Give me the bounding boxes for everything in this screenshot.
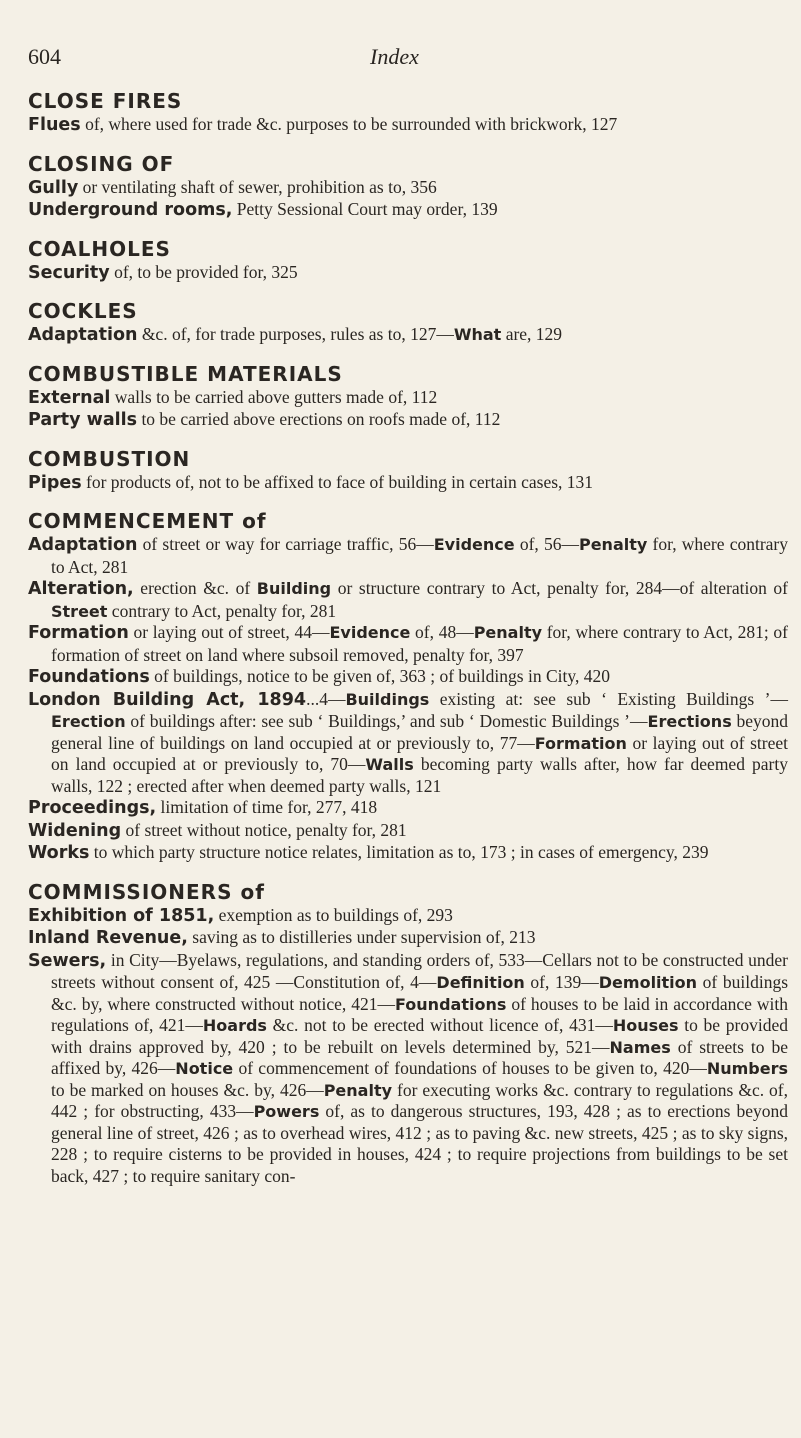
entry-keyword: Security — [28, 262, 110, 283]
entry-subkeyword: Hoards — [202, 1016, 267, 1035]
entry-keyword: Formation — [28, 623, 129, 643]
entry-text: for products of, not to be affixed to face of building in certain cases, 131 — [81, 471, 594, 492]
entry-subkeyword: Building — [256, 579, 332, 598]
entry-text: for executing works &c. contrary to regulations &c. of, 442 ; for obstructing, 433— — [51, 1079, 788, 1121]
entry-text: of streets to be affixed by, 426— — [51, 1036, 788, 1078]
entry-text: to be provided with drains approved by, 420 ; to be rebuilt on levels determined by, 521— — [51, 1015, 788, 1057]
entry-text: beyond general line of buildings on land occupied at or previously to, 77— — [51, 711, 788, 753]
index-entry — [28, 689, 788, 798]
index-section — [28, 446, 788, 495]
entry-subkeyword: Foundations — [395, 994, 507, 1014]
index-entry — [28, 177, 788, 200]
index-entry — [28, 199, 788, 222]
index-heading: COMBUSTIBLE MATERIALS — [28, 361, 343, 386]
index-heading: COCKLES — [28, 299, 138, 323]
index-heading: COMBUSTION — [28, 446, 191, 471]
index-section — [28, 151, 788, 222]
entry-keyword: Gully — [28, 177, 79, 198]
entry-keyword: Pipes — [28, 472, 82, 493]
index-heading: COMMENCEMENT of — [28, 509, 267, 533]
entry-subkeyword: Penalty — [323, 1080, 393, 1100]
index-content — [28, 88, 788, 1201]
index-section — [28, 361, 788, 432]
index-entry — [28, 578, 788, 622]
entry-text: Petty Sessional Court may order, 139 — [232, 199, 498, 219]
entry-text: of, where used for trade &c. purposes to be surrounded with brickwork, 127 — [80, 114, 618, 134]
entry-keyword: Exhibition of 1851, — [28, 905, 215, 926]
entry-text: limitation of time for, 277, 418 — [156, 797, 378, 817]
entry-text: of, 48— — [410, 622, 474, 642]
entry-keyword: External — [28, 387, 111, 408]
entry-subkeyword: Demolition — [598, 973, 698, 992]
entry-text: of buildings, notice to be given of, 363 ; of buildings in City, 420 — [149, 666, 610, 686]
index-entry — [28, 622, 788, 666]
running-head: Index — [370, 44, 419, 69]
entry-text: of, 139— — [524, 972, 599, 992]
entry-keyword: Inland Revenue, — [28, 928, 188, 948]
entry-text: or structure contrary to Act, penalty for, 284—of alteration of — [331, 578, 789, 598]
entry-text: of, 56— — [514, 534, 579, 554]
entry-subkeyword: Erections — [647, 712, 732, 731]
entry-subkeyword: Penalty — [473, 623, 543, 642]
entry-text: or ventilating shaft of sewer, prohibition as to, 356 — [78, 176, 437, 197]
entry-subkeyword: Evidence — [329, 623, 411, 642]
entry-text: or laying out of street on land occupied at or previously to, 70— — [51, 732, 789, 774]
entry-keyword: Alteration, — [28, 579, 134, 599]
entry-text: are, 129 — [501, 324, 563, 344]
index-section — [28, 88, 788, 137]
page-number: 604 — [28, 44, 61, 69]
entry-text: or laying out of street, 44— — [128, 622, 330, 642]
index-entry — [28, 842, 788, 865]
entry-text: exemption as to buildings of, 293 — [214, 904, 453, 925]
entry-subkeyword: Erection — [51, 712, 126, 731]
index-entry — [28, 409, 788, 432]
entry-text: of buildings &c. by, where constructed without notice, 421— — [51, 972, 789, 1014]
entry-subkeyword: Evidence — [433, 535, 515, 554]
index-entry — [28, 820, 788, 843]
entry-subkeyword: Numbers — [706, 1059, 788, 1078]
entry-keyword: Adaptation — [28, 325, 138, 345]
entry-keyword: Adaptation — [28, 535, 138, 555]
entry-text: becoming party walls after, how far deemed party walls, 122 ; erected after when deemed party walls, 121 — [51, 754, 788, 796]
entry-keyword: Party walls — [28, 410, 138, 430]
index-section — [28, 879, 788, 1188]
index-entry — [28, 666, 788, 689]
entry-text: &c. of, for trade purposes, rules as to, 127— — [137, 324, 454, 344]
index-entry — [28, 534, 788, 578]
entry-keyword: Underground rooms, — [28, 200, 233, 220]
entry-text: erection &c. of — [133, 578, 257, 598]
entry-text: of houses to be laid in accordance with regulations of, 421— — [51, 993, 789, 1035]
entry-text: saving as to distilleries under supervision of, 213 — [187, 927, 536, 947]
entry-keyword: London Building Act, 1894 — [28, 689, 307, 710]
index-entry — [28, 262, 788, 285]
index-section — [28, 298, 788, 347]
entry-subkeyword: Buildings — [345, 689, 430, 709]
entry-subkeyword: Formation — [534, 733, 627, 753]
entry-subkeyword: Names — [609, 1037, 671, 1057]
entry-text: to which party structure notice relates, limitation as to, 173 ; in cases of emergency, 239 — [89, 842, 709, 862]
entry-text: of, as to dangerous structures, 193, 428 ; as to erections beyond general line of street, 426 ; as to overhead wires, 412 ; as to paving &c. new streets, 425 ; as to sky signs, 228 ; to require cisterns to be provided in houses, 424 ; to require projections from buildings to be set back, 427 ; to require sanitary con- — [51, 1101, 788, 1186]
entry-text: of buildings after: see sub ‘ Buildings,’ and sub ‘ Domestic Buildings ’— — [125, 711, 648, 731]
index-section — [28, 236, 788, 285]
entry-text: contrary to Act, penalty for, 281 — [107, 600, 337, 621]
index-entry — [28, 324, 788, 347]
entry-text: to be marked on houses &c. by, 426— — [51, 1079, 324, 1100]
entry-text: for, where contrary to Act, 281 — [51, 534, 789, 577]
entry-keyword: Proceedings, — [28, 798, 157, 818]
entry-text: of commencement of foundations of houses to be given to, 420— — [233, 1058, 707, 1078]
entry-keyword: Foundations — [28, 667, 150, 687]
entry-text: &c. not to be erected without licence of, 431— — [266, 1015, 613, 1035]
entry-keyword: Sewers, — [28, 950, 107, 971]
entry-keyword: Works — [28, 843, 90, 863]
entry-text: for, where contrary to Act, 281; of formation of street on land where subsoil removed, penalty for, 397 — [51, 622, 788, 665]
entry-subkeyword: Penalty — [578, 535, 648, 554]
index-entry — [28, 472, 788, 495]
entry-subkeyword: Powers — [253, 1102, 320, 1121]
index-entry — [28, 387, 788, 410]
entry-text: of, to be provided for, 325 — [109, 261, 298, 282]
index-heading: COMMISSIONERS of — [28, 879, 265, 904]
index-heading: COALHOLES — [28, 236, 171, 261]
entry-text: of street or way for carriage traffic, 56— — [137, 534, 434, 554]
index-entry — [28, 797, 788, 820]
entry-keyword: Widening — [28, 820, 122, 841]
index-section — [28, 508, 788, 865]
entry-subkeyword: Notice — [175, 1059, 234, 1078]
index-heading: CLOSE FIRES — [28, 89, 183, 113]
entry-keyword: Flues — [28, 115, 81, 135]
index-entry — [28, 950, 788, 1188]
entry-subkeyword: Street — [51, 601, 108, 621]
entry-text: walls to be carried above gutters made of, 112 — [110, 386, 438, 407]
entry-text: in City—Byelaws, regulations, and standing orders of, 533—Cellars not to be constructed under streets without consent of, 425 —Constitution of, 4— — [51, 949, 788, 992]
entry-text: existing at: see sub ‘ Existing Buildings ’— — [429, 688, 788, 709]
entry-text: ...4— — [306, 688, 346, 709]
index-entry — [28, 905, 788, 928]
entry-subkeyword: Definition — [436, 973, 525, 992]
entry-text: to be carried above erections on roofs made of, 112 — [137, 409, 501, 429]
entry-subkeyword: What — [453, 325, 502, 344]
entry-subkeyword: Walls — [365, 755, 414, 774]
index-entry — [28, 927, 788, 950]
index-entry — [28, 114, 788, 137]
index-heading: CLOSING OF — [28, 151, 175, 176]
entry-subkeyword: Houses — [612, 1016, 679, 1035]
entry-text: of street without notice, penalty for, 281 — [121, 819, 407, 840]
